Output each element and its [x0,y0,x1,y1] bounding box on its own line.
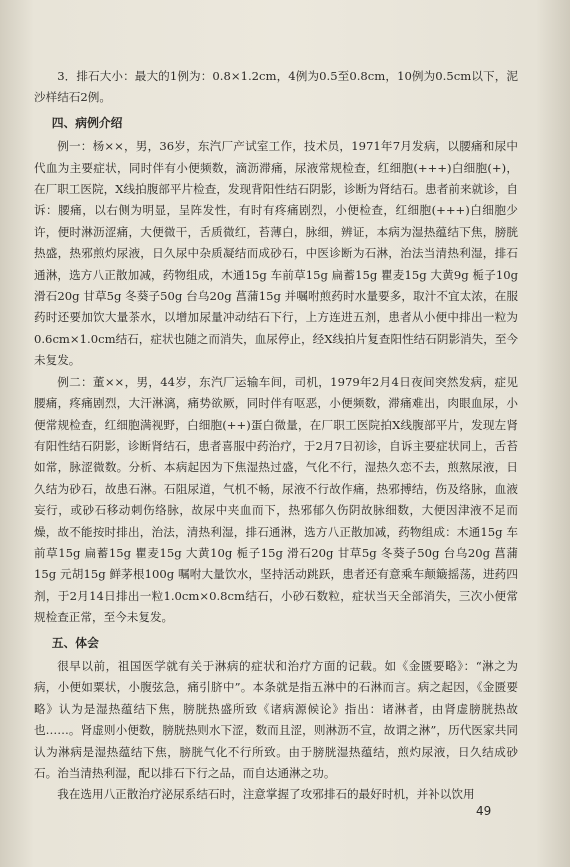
body-text [34,66,518,806]
section-heading-reflections: 五、体会 [51,635,99,650]
paragraph-case-two: 例二：董××，男，44岁，东汽厂运输车间，司机，1979年2月4日夜间突然发病，症见腰痛，疼痛剧烈，大汗淋漓，痛势欲厥，同时伴有呕恶，小便频数，滞痛难出，肉眼血尿，小便常规检查，红细胞满视野，白细胞(++)蛋白微量，在厂职工医院拍X线腹部平片，发现左肾有阳性结石阴影，诊断肾结石，患者喜服中药治疗，于2月7日初诊，自诉主要症状同上，舌苔如常，脉涩微数。分析、本病起因为下焦湿热过盛，气化不行，湿热久恋不去，煎熬尿液，日久结为砂石，故患石淋。石阻尿道，气机不畅，尿液不行故作痛，热邪搏结，伤及络脉，血液妄行，或砂石移动刺伤络脉，故尿中夹血而下，热邪郁久伤阴故脉细数，大便因津液不足而燥，故不能按时排出，治法，清热利湿，排石通淋，选方八正散加减，药物组成：木通15g 车前草15g 扁蓄15g 瞿麦15g 大黄10g 栀子15g 滑石20g 甘草5g 冬葵子50g 台乌20g 菖蒲15g 元胡15g 鲜茅根100g 嘱咐大量饮水，坚持活动跳跃，患者还有意乘车颠簸摇荡，进药四剂，于2月14日排出一粒1.0cm×0.8cm结石，小砂石数粒，症状当天全部消失，三次小便常规检查正常，至今未复发。 [34,374,518,625]
paragraph-reflections: 很早以前，祖国医学就有关于淋病的症状和治疗方面的记载。如《金匮要略》：“淋之为病，小便如粟状，小腹弦急，痛引脐中”。本条就是指五淋中的石淋而言。病之起因，《金匮要略》认为是湿热蕴结下焦，膀胱热盛所致《诸病源候论》指出：诸淋者，由肾虚膀胱热故也……。肾虚则小便数，膀胱热则水下涩，数而且涩，则淋沥不宣，故谓之淋”，历代医家共同认为淋病是湿热蕴结下焦，膀胱气化不行所致。由于膀胱湿热蕴结，煎灼尿液，日久结成砂石。治当清热利湿，配以排石下行之品，而自达通淋之功。 [34,658,518,780]
section-heading-case-reports: 四、病例介绍 [51,115,123,130]
page-number: 49 [476,804,492,818]
paragraph-stone-size: 3．排石大小：最大的1例为：0.8×1.2cm，4例为0.5至0.8cm，10例为0.5cm以下，泥沙样结石2例。 [34,69,518,105]
paragraph-closing: 我在选用八正散治疗泌尿系结石时，注意掌握了攻邪排石的最好时机，并补以饮用 [57,787,475,802]
paragraph-case-one: 例一：杨××，男，36岁，东汽厂产试室工作，技术员，1971年7月发病，以腰痛和尿中代血为主要症状，同时伴有小便频数，滴沥滞痛，尿液常规检查，红细胞(+++)白细胞(+)，在厂职工医院，X线拍腹部平片检查，发现背阳性结石阴影，诊断为肾结石。患者前来就诊，自诉：腰痛，以右侧为明显，呈阵发性，有时有疼痛剧烈，小便检查，红细胞(+++)白细胞少许，便时淋沥涩痛，大便微干，舌质微红，苔薄白，脉细，辨证，本病为湿热蕴结下焦，膀胱热盛，热邪煎灼尿液，日久尿中杂质凝结而成砂石，中医诊断为石淋，治法当清热利湿，排石通淋，选方八正散加减，药物组成，木通15g 车前草15g 扁蓄15g 瞿麦15g 大黄9g 栀子10g 滑石20g 甘草5g 冬葵子50g 台乌20g 菖蒲15g 并嘱咐煎药时水量要多，取汁不宜太浓，在服药时还要加饮大量茶水，以增加尿量冲动结石下行，上方连进五剂，患者从小便中排出一粒为0.6cm×1.0cm结石，症状也随之而消失，血尿停止，经X线拍片复查阳性结石阴影消失，至今未复发。 [34,139,519,368]
